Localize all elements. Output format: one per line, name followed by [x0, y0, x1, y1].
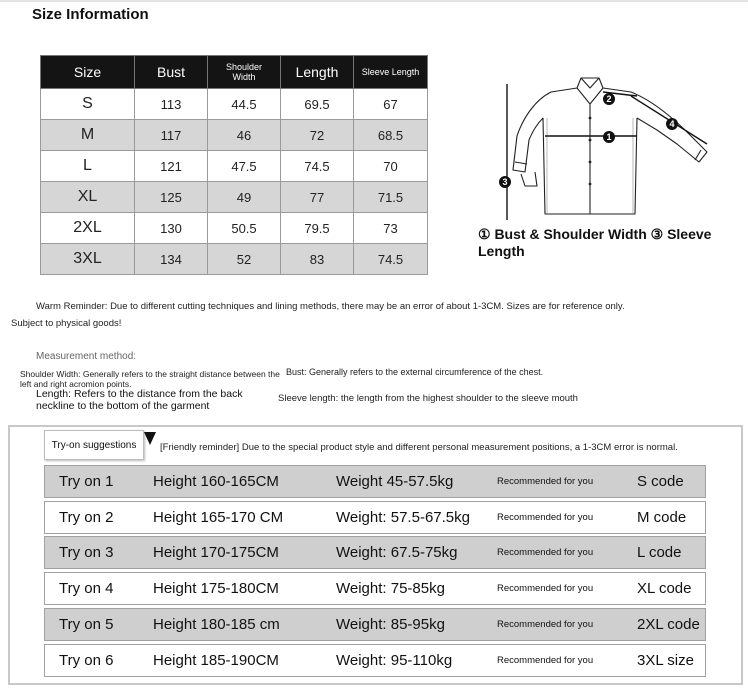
header-size: Size	[41, 56, 135, 89]
tryon-height: Height 160-165CM	[153, 473, 279, 490]
cell-size: 3XL	[41, 244, 135, 275]
cell-bust: 125	[135, 182, 208, 213]
tryon-recommend: Recommended for you	[497, 619, 594, 630]
tryon-weight: Weight 45-57.5kg	[336, 473, 454, 490]
top-divider	[0, 0, 748, 2]
cell-sleeve: 71.5	[354, 182, 428, 213]
measurement-sleeve: Sleeve length: the length from the highest shoulder to the sleeve mouth	[278, 393, 578, 404]
table-row	[41, 182, 428, 213]
cell-size: M	[41, 120, 135, 151]
tryon-code: M code	[637, 509, 687, 526]
tryon-weight: Weight: 75-85kg	[336, 580, 445, 597]
tryon-weight: Weight: 57.5-67.5kg	[336, 509, 470, 526]
tryon-label: Try on 1	[59, 473, 114, 490]
friendly-reminder: [Friendly reminder] Due to the special product style and different personal measurement positions, a 1-3CM error is normal.	[160, 442, 678, 453]
tryon-code: 2XL code	[637, 616, 700, 633]
measurement-length: Length: Refers to the distance from the back neckline to the bottom of the garment	[36, 388, 243, 412]
cell-shoulder: 47.5	[208, 151, 281, 182]
cell-bust: 130	[135, 213, 208, 244]
tryon-recommend: Recommended for you	[497, 583, 594, 594]
cell-size: XL	[41, 182, 135, 213]
cell-bust: 117	[135, 120, 208, 151]
cell-size: L	[41, 151, 135, 182]
tryon-height: Height 165-170 CM	[153, 509, 284, 526]
cell-bust: 134	[135, 244, 208, 275]
cell-shoulder: 52	[208, 244, 281, 275]
cell-size: 2XL	[41, 213, 135, 244]
marker-3-label: 3	[502, 177, 508, 187]
cell-bust: 121	[135, 151, 208, 182]
tryon-weight: Weight: 95-110kg	[336, 652, 453, 669]
header-bust: Bust	[135, 56, 208, 89]
cell-sleeve: 67	[354, 89, 428, 120]
page-title: Size Information	[32, 6, 149, 23]
marker-2-label: 2	[606, 94, 612, 104]
marker-4-label: 4	[669, 119, 675, 129]
cell-shoulder: 44.5	[208, 89, 281, 120]
tryon-row	[44, 501, 706, 534]
tryon-row	[44, 465, 706, 498]
cell-sleeve: 70	[354, 151, 428, 182]
tryon-code: S code	[637, 473, 684, 490]
table-row	[41, 120, 428, 151]
cell-shoulder: 46	[208, 120, 281, 151]
subject-note: Subject to physical goods!	[11, 318, 122, 329]
tryon-tab: Try-on suggestions	[44, 430, 144, 460]
table-row	[41, 89, 428, 120]
tryon-row	[44, 536, 706, 569]
marker-1-label: 1	[606, 132, 612, 142]
diagram-caption: ① Bust & Shoulder Width ③ Sleeve Length	[478, 226, 712, 259]
tryon-height: Height 180-185 cm	[153, 616, 280, 633]
tryon-height: Height 185-190CM	[153, 652, 279, 669]
warm-reminder: Warm Reminder: Due to different cutting techniques and lining methods, there may be an error of about 1-3CM. Sizes are for reference only.	[36, 301, 625, 312]
tryon-label: Try on 6	[59, 652, 114, 669]
table-row	[41, 151, 428, 182]
tryon-height: Height 170-175CM	[153, 544, 279, 561]
tryon-recommend: Recommended for you	[497, 547, 594, 558]
tryon-code: L code	[637, 544, 682, 561]
tryon-row	[44, 608, 706, 641]
cell-size: S	[41, 89, 135, 120]
cell-length: 77	[281, 182, 354, 213]
tryon-weight: Weight: 85-95kg	[336, 616, 445, 633]
cell-shoulder: 50.5	[208, 213, 281, 244]
cell-sleeve: 68.5	[354, 120, 428, 151]
tryon-label: Try on 2	[59, 509, 114, 526]
cell-length: 79.5	[281, 213, 354, 244]
tryon-row	[44, 644, 706, 677]
tryon-recommend: Recommended for you	[497, 655, 594, 666]
header-sleeve-length: Sleeve Length	[354, 56, 428, 89]
diagram-markers	[499, 93, 678, 188]
size-table	[40, 55, 428, 275]
tryon-code: XL code	[637, 580, 692, 597]
tryon-weight: Weight: 67.5-75kg	[336, 544, 458, 561]
table-row	[41, 213, 428, 244]
tryon-height: Height 175-180CM	[153, 580, 279, 597]
cell-sleeve: 74.5	[354, 244, 428, 275]
cell-length: 72	[281, 120, 354, 151]
shirt-diagram	[495, 74, 725, 224]
tryon-recommend: Recommended for you	[497, 512, 594, 523]
tryon-recommend: Recommended for you	[497, 476, 594, 487]
tab-arrow-icon	[144, 432, 156, 445]
size-table-header	[41, 56, 428, 89]
tryon-row	[44, 572, 706, 605]
cell-length: 74.5	[281, 151, 354, 182]
cell-shoulder: 49	[208, 182, 281, 213]
tryon-label: Try on 3	[59, 544, 114, 561]
measurement-bust: Bust: Generally refers to the external circumference of the chest.	[286, 367, 544, 377]
table-row	[41, 244, 428, 275]
measurement-shoulder: Shoulder Width: Generally refers to the straight distance between the left and right acromion points.	[20, 369, 280, 389]
header-shoulder-width	[208, 56, 281, 89]
cell-length: 69.5	[281, 89, 354, 120]
tryon-label: Try on 4	[59, 580, 114, 597]
cell-length: 83	[281, 244, 354, 275]
cell-bust: 113	[135, 89, 208, 120]
header-length: Length	[281, 56, 354, 89]
measurement-heading: Measurement method:	[36, 351, 137, 362]
tryon-code: 3XL size	[637, 652, 694, 669]
cell-sleeve: 73	[354, 213, 428, 244]
tryon-label: Try on 5	[59, 616, 114, 633]
header-shoulder-width-label: Shoulder Width	[225, 62, 263, 82]
